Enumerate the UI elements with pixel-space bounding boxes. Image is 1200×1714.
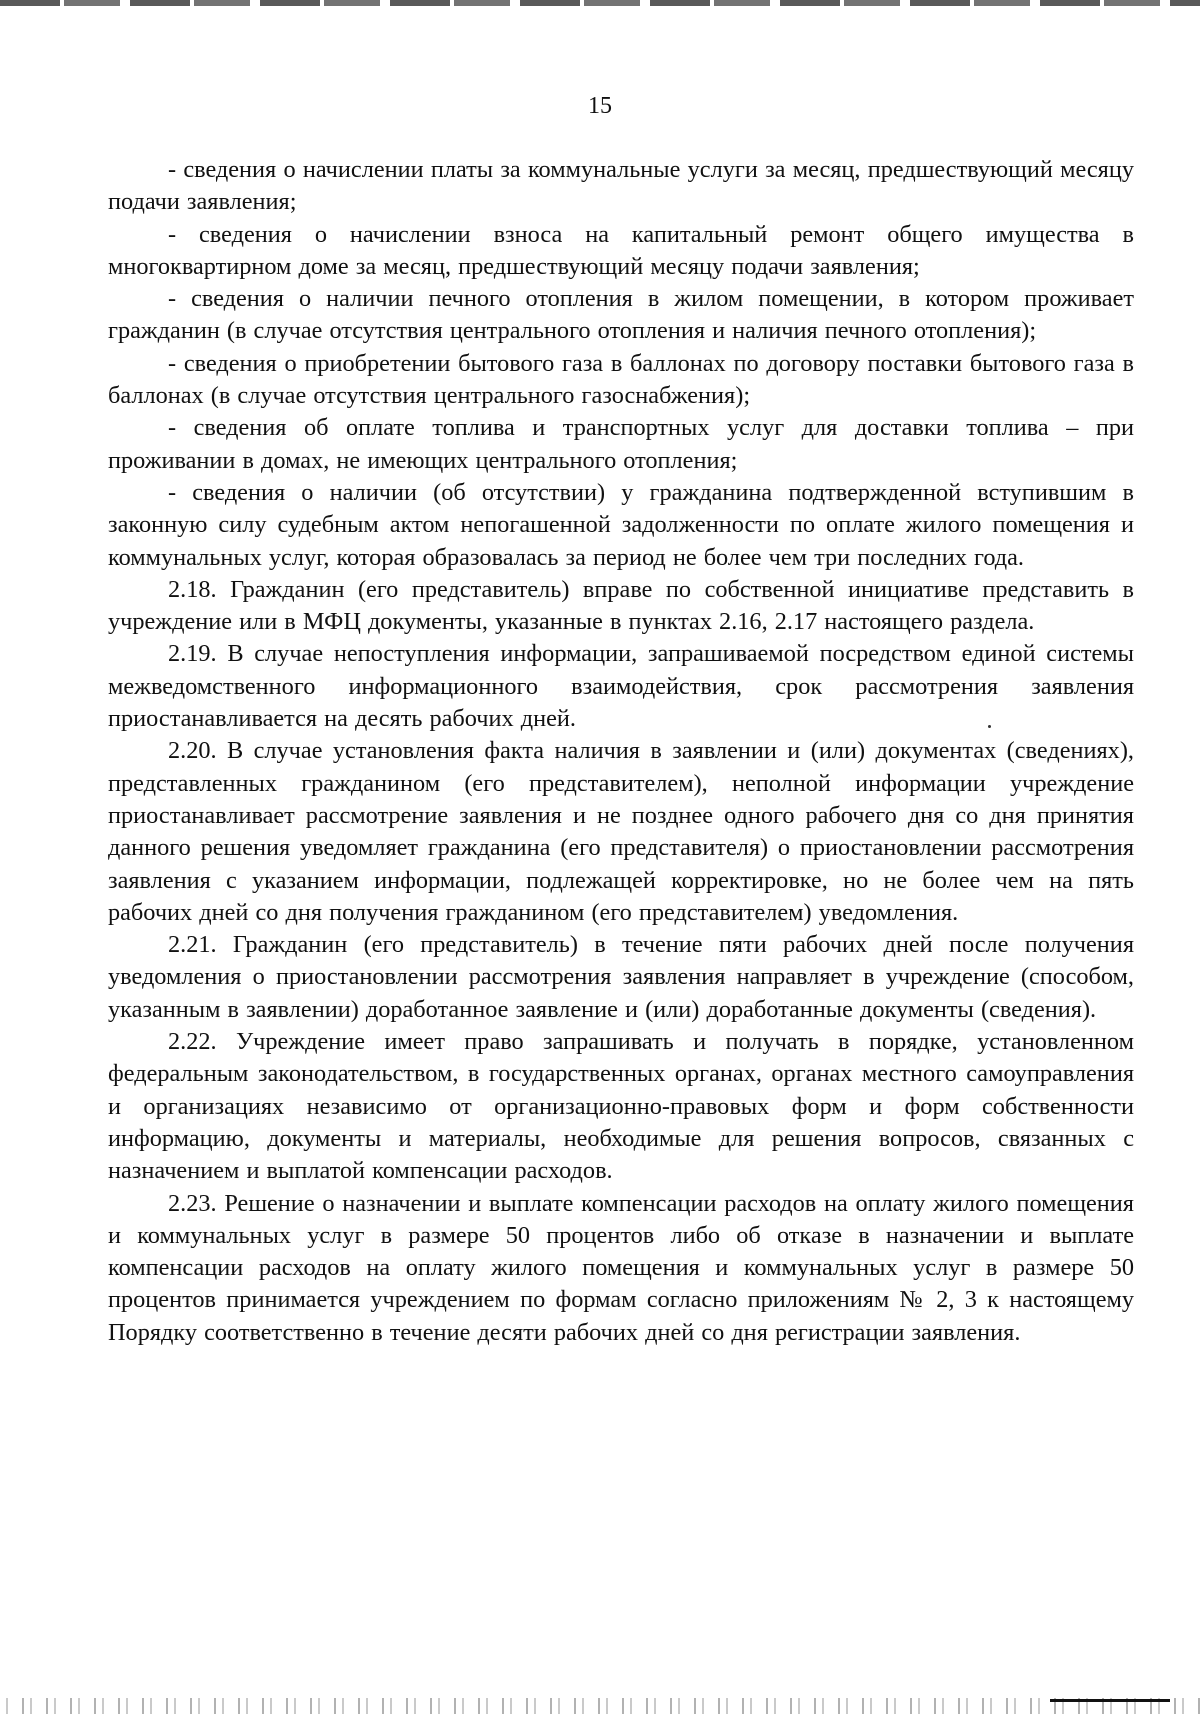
paragraph-2-20: 2.20. В случае установления факта наличия в заявлении и (или) документах (сведениях), представленных гражданином (его представителем), неполной информации учреждение приостанавливает рассмотрение заявления и не позднее одного рабочего дня со дня принятия данного решения уведомляет гражданина (его представителя) о приостановлении рассмотрения заявления с указанием информации, подлежащей корректировке, но не более чем на пять рабочих дней со дня получения гражданином (его представителем) уведомления. bbox=[108, 737, 1134, 926]
paragraph-utility-charges: - сведения о начислении платы за коммунальные услуги за месяц, предшествующий месяцу подачи заявления; bbox=[108, 156, 1134, 216]
scan-edge-bottom bbox=[0, 1698, 1200, 1714]
scan-edge-bottom-right bbox=[1050, 1699, 1170, 1712]
paragraph-2-19: 2.19. В случае непоступления информации, запрашиваемой посредством единой системы межведомственного информационного взаимодействия, срок рассмотрения заявления приостанавливается на десять рабочих дней. bbox=[108, 640, 1134, 733]
paragraph-2-21: 2.21. Гражданин (его представитель) в течение пяти рабочих дней после получения уведомления о приостановлении рассмотрения заявления направляет в учреждение (способом, указанным в заявлении) доработанное заявление и (или) доработанные документы (сведения). bbox=[108, 931, 1134, 1023]
paragraph-capital-repair-fee: - сведения о начислении взноса на капитальный ремонт общего имущества в многоквартирном доме за месяц, предшествующий месяцу подачи заявления; bbox=[108, 220, 1134, 280]
paragraph-debt-information: - сведения о наличии (об отсутствии) у гражданина подтвержденной вступившим в законную силу судебным актом непогашенной задолженности по оплате жилого помещения и коммунальных услуг, которая образовалась за период не более чем три последних года. bbox=[108, 478, 1134, 571]
paragraph-2-18: 2.18. Гражданин (его представитель) вправе по собственной инициативе представить в учреждение или в МФЦ документы, указанные в пунктах 2.16, 2.17 настоящего раздела. bbox=[108, 575, 1134, 636]
scan-speck bbox=[988, 725, 991, 728]
paragraph-2-23: 2.23. Решение о назначении и выплате компенсации расходов на оплату жилого помещения и коммунальных услуг в размере 50 процентов либо об отказе в назначении и выплате компенсации расходов на оплату жилого помещения и коммунальных услуг в размере 50 процентов принимается учреждением по формам согласно приложениям № 2, 3 к настоящему Порядку соответственно в течение десяти рабочих дней со дня регистрации заявления. bbox=[108, 1189, 1134, 1346]
paragraph-fuel-payment: - сведения об оплате топлива и транспортных услуг для доставки топлива – при проживании в домах, не имеющих центрального отопления; bbox=[108, 414, 1134, 474]
paragraph-2-22: 2.22. Учреждение имеет право запрашивать и получать в порядке, установленном федеральным законодательством, в государственных органах, органах местного самоуправления и организациях независимо от организационно-правовых форм и форм собственности информацию, документы и материалы, необходимые для решения вопросов, связанных с назначением и выплатой компенсации расходов. bbox=[108, 1028, 1134, 1185]
scan-edge-top bbox=[0, 0, 1200, 6]
page-number: 15 bbox=[588, 93, 612, 119]
document-body bbox=[108, 154, 1134, 1349]
paragraph-bottled-gas: - сведения о приобретении бытового газа в баллонах по договору поставки бытового газа в баллонах (в случае отсутствия центрального газоснабжения); bbox=[108, 349, 1134, 410]
paragraph-stove-heating: - сведения о наличии печного отопления в жилом помещении, в котором проживает гражданин (в случае отсутствия центрального отопления и наличия печного отопления); bbox=[108, 285, 1134, 345]
